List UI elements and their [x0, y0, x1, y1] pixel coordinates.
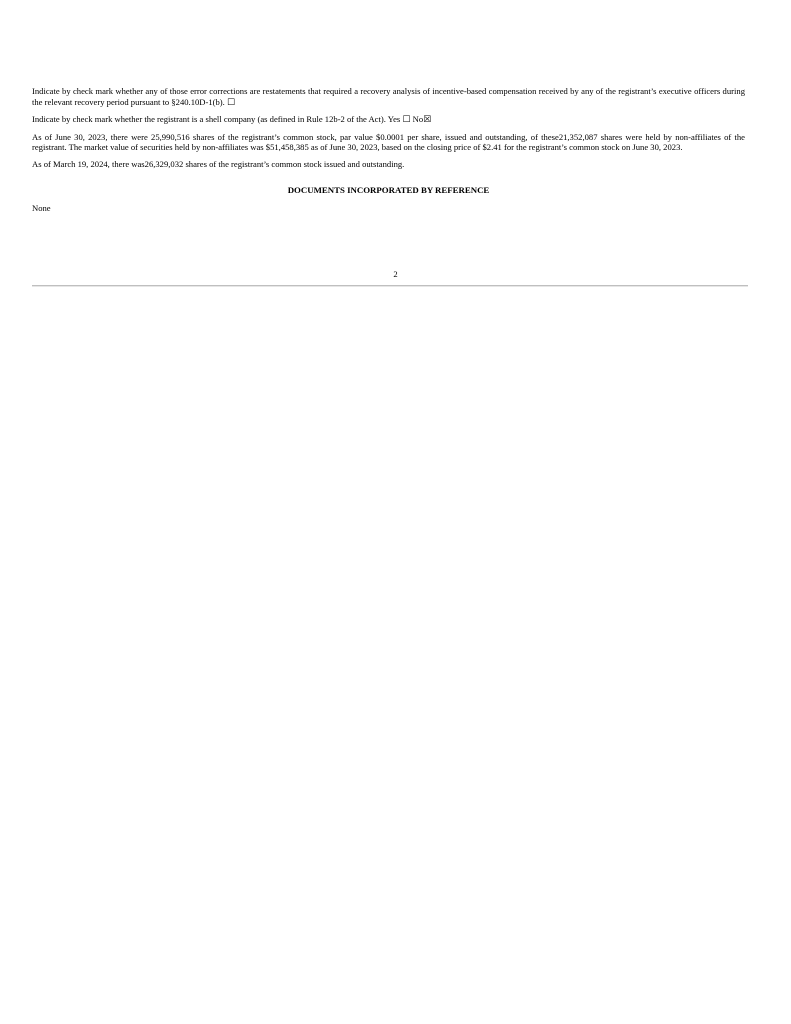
restatement-recovery-text: Indicate by check mark whether any of those error corrections are restatements that required a recovery analysis of incentive-based compensation received by any of the registrant’s executive officers during the relevant recovery period pursuant to §240.10D-1(b).	[32, 86, 745, 107]
shell-no-label: No	[412, 114, 424, 124]
shell-no-checked-icon: ☒	[423, 115, 432, 125]
shares-market-value-paragraph: As of June 30, 2023, there were 25,990,516 shares of the registrant’s common stock, par value $0.0001 per share, issued and outstanding, of these21,352,087 shares were held by non-affiliates of the registrant. The market value of securities held by non-affiliates was $51,458,385 as of June 30, 2023, based on the closing price of $2.41 for the registrant’s common stock on June 30, 2023.	[32, 131, 745, 152]
shell-company-paragraph	[32, 114, 745, 126]
section-heading: DOCUMENTS INCORPORATED BY REFERENCE	[287, 185, 490, 195]
shell-company-text: Indicate by check mark whether the registrant is a shell company (as defined in Rule 12b-2 of the Act). Yes	[32, 114, 401, 124]
page-number: 2	[393, 269, 398, 279]
page-divider	[32, 285, 748, 287]
shares-outstanding-paragraph: As of March 19, 2024, there was26,329,032 shares of the registrant’s common stock issued and outstanding.	[32, 158, 405, 169]
shell-yes-checkbox-icon: ☐	[402, 115, 411, 125]
section-body: None	[32, 202, 51, 213]
restatement-recovery-paragraph	[32, 86, 745, 108]
document-body	[32, 86, 745, 213]
restatement-checkbox-icon: ☐	[226, 97, 236, 108]
